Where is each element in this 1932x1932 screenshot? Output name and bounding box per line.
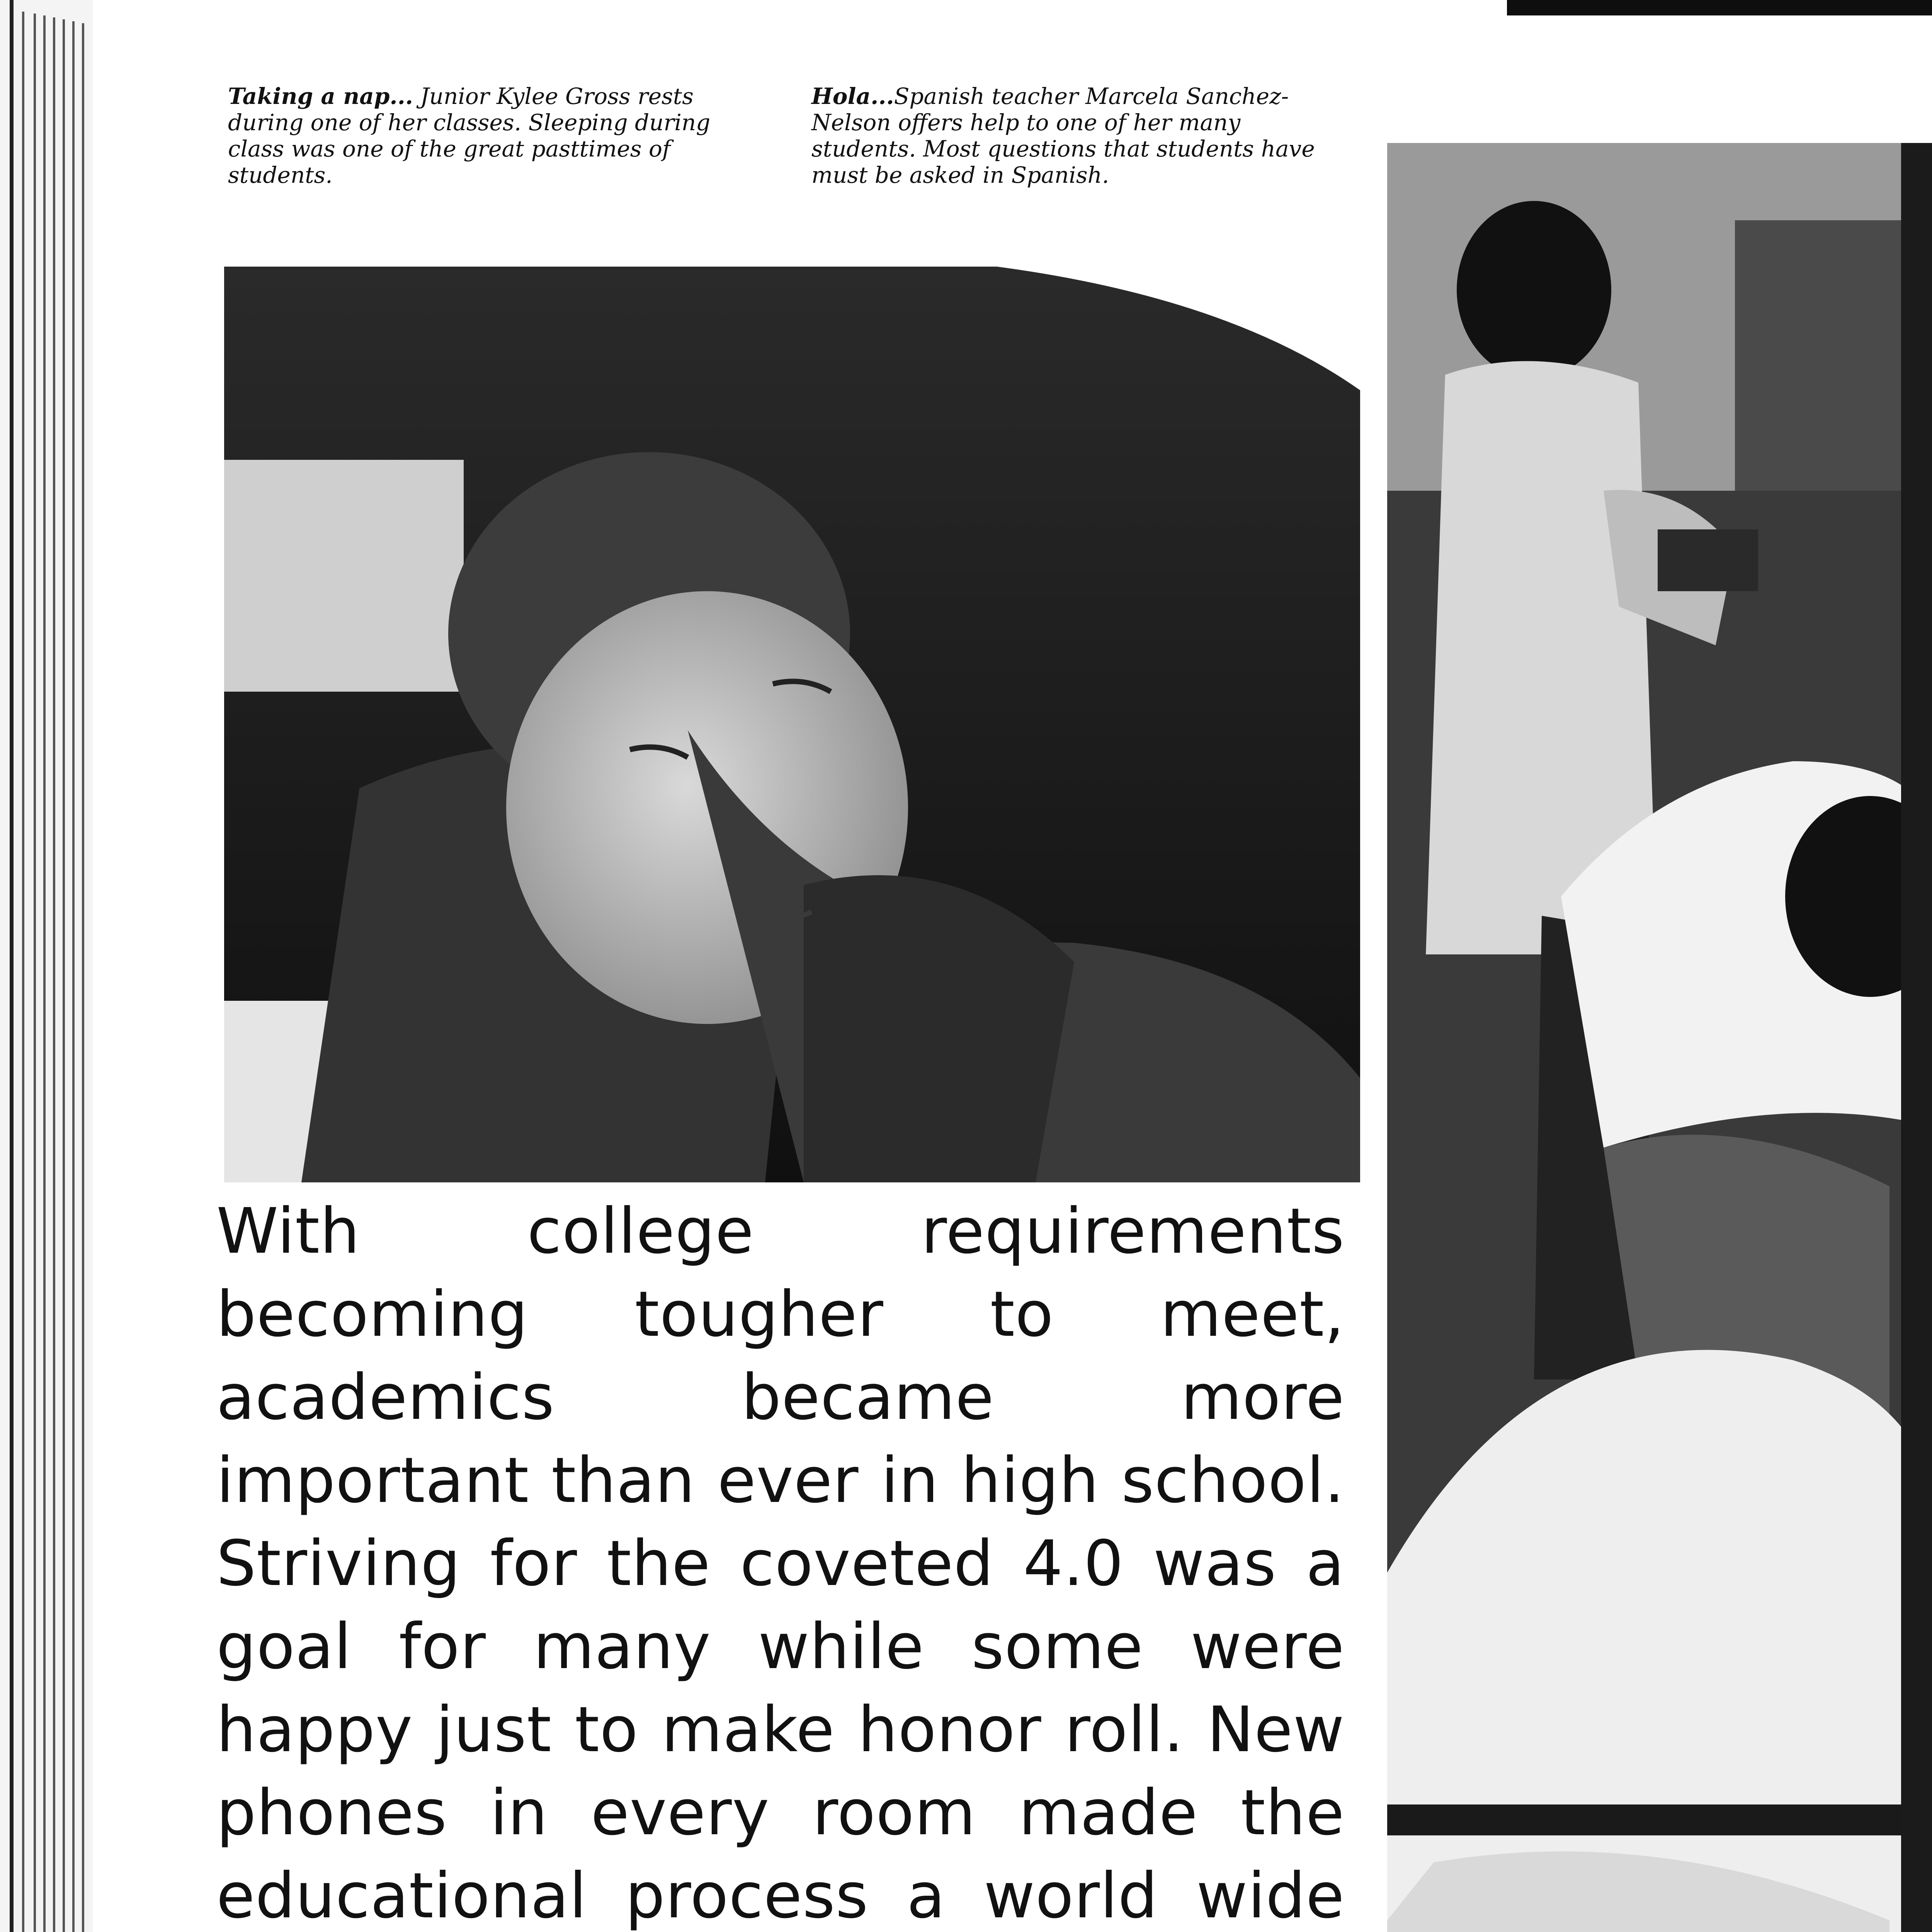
caption-nap-lead: Taking a nap...: [228, 83, 413, 109]
body-copy: With college requirements becoming tougher to meet, academics became more important than ever in high school. Striving for the coveted 4.0 was a goal for many while some were happy just to make honor roll. New phones in every room made the educational process a world wide: [216, 1195, 1345, 1932]
book-page-edges: [0, 0, 93, 1932]
caption-spanish: [811, 83, 1333, 188]
caption-nap: [228, 83, 750, 188]
caption-nap-text: Junior Kylee Gross rests during one of her classes. Sleeping during class was one of the great pasttimes of students.: [228, 83, 711, 188]
caption-spanish-lead: Hola...: [811, 83, 894, 109]
caption-spanish-text: Spanish teacher Marcela Sanchez-Nelson offers help to one of her many students. Most questions that students have must be asked in Spanish.: [811, 83, 1315, 188]
top-edge-strip: [1507, 0, 1932, 15]
photo-sleeping-student: [224, 267, 1360, 1182]
photo-spanish-class: [1387, 143, 1932, 1932]
